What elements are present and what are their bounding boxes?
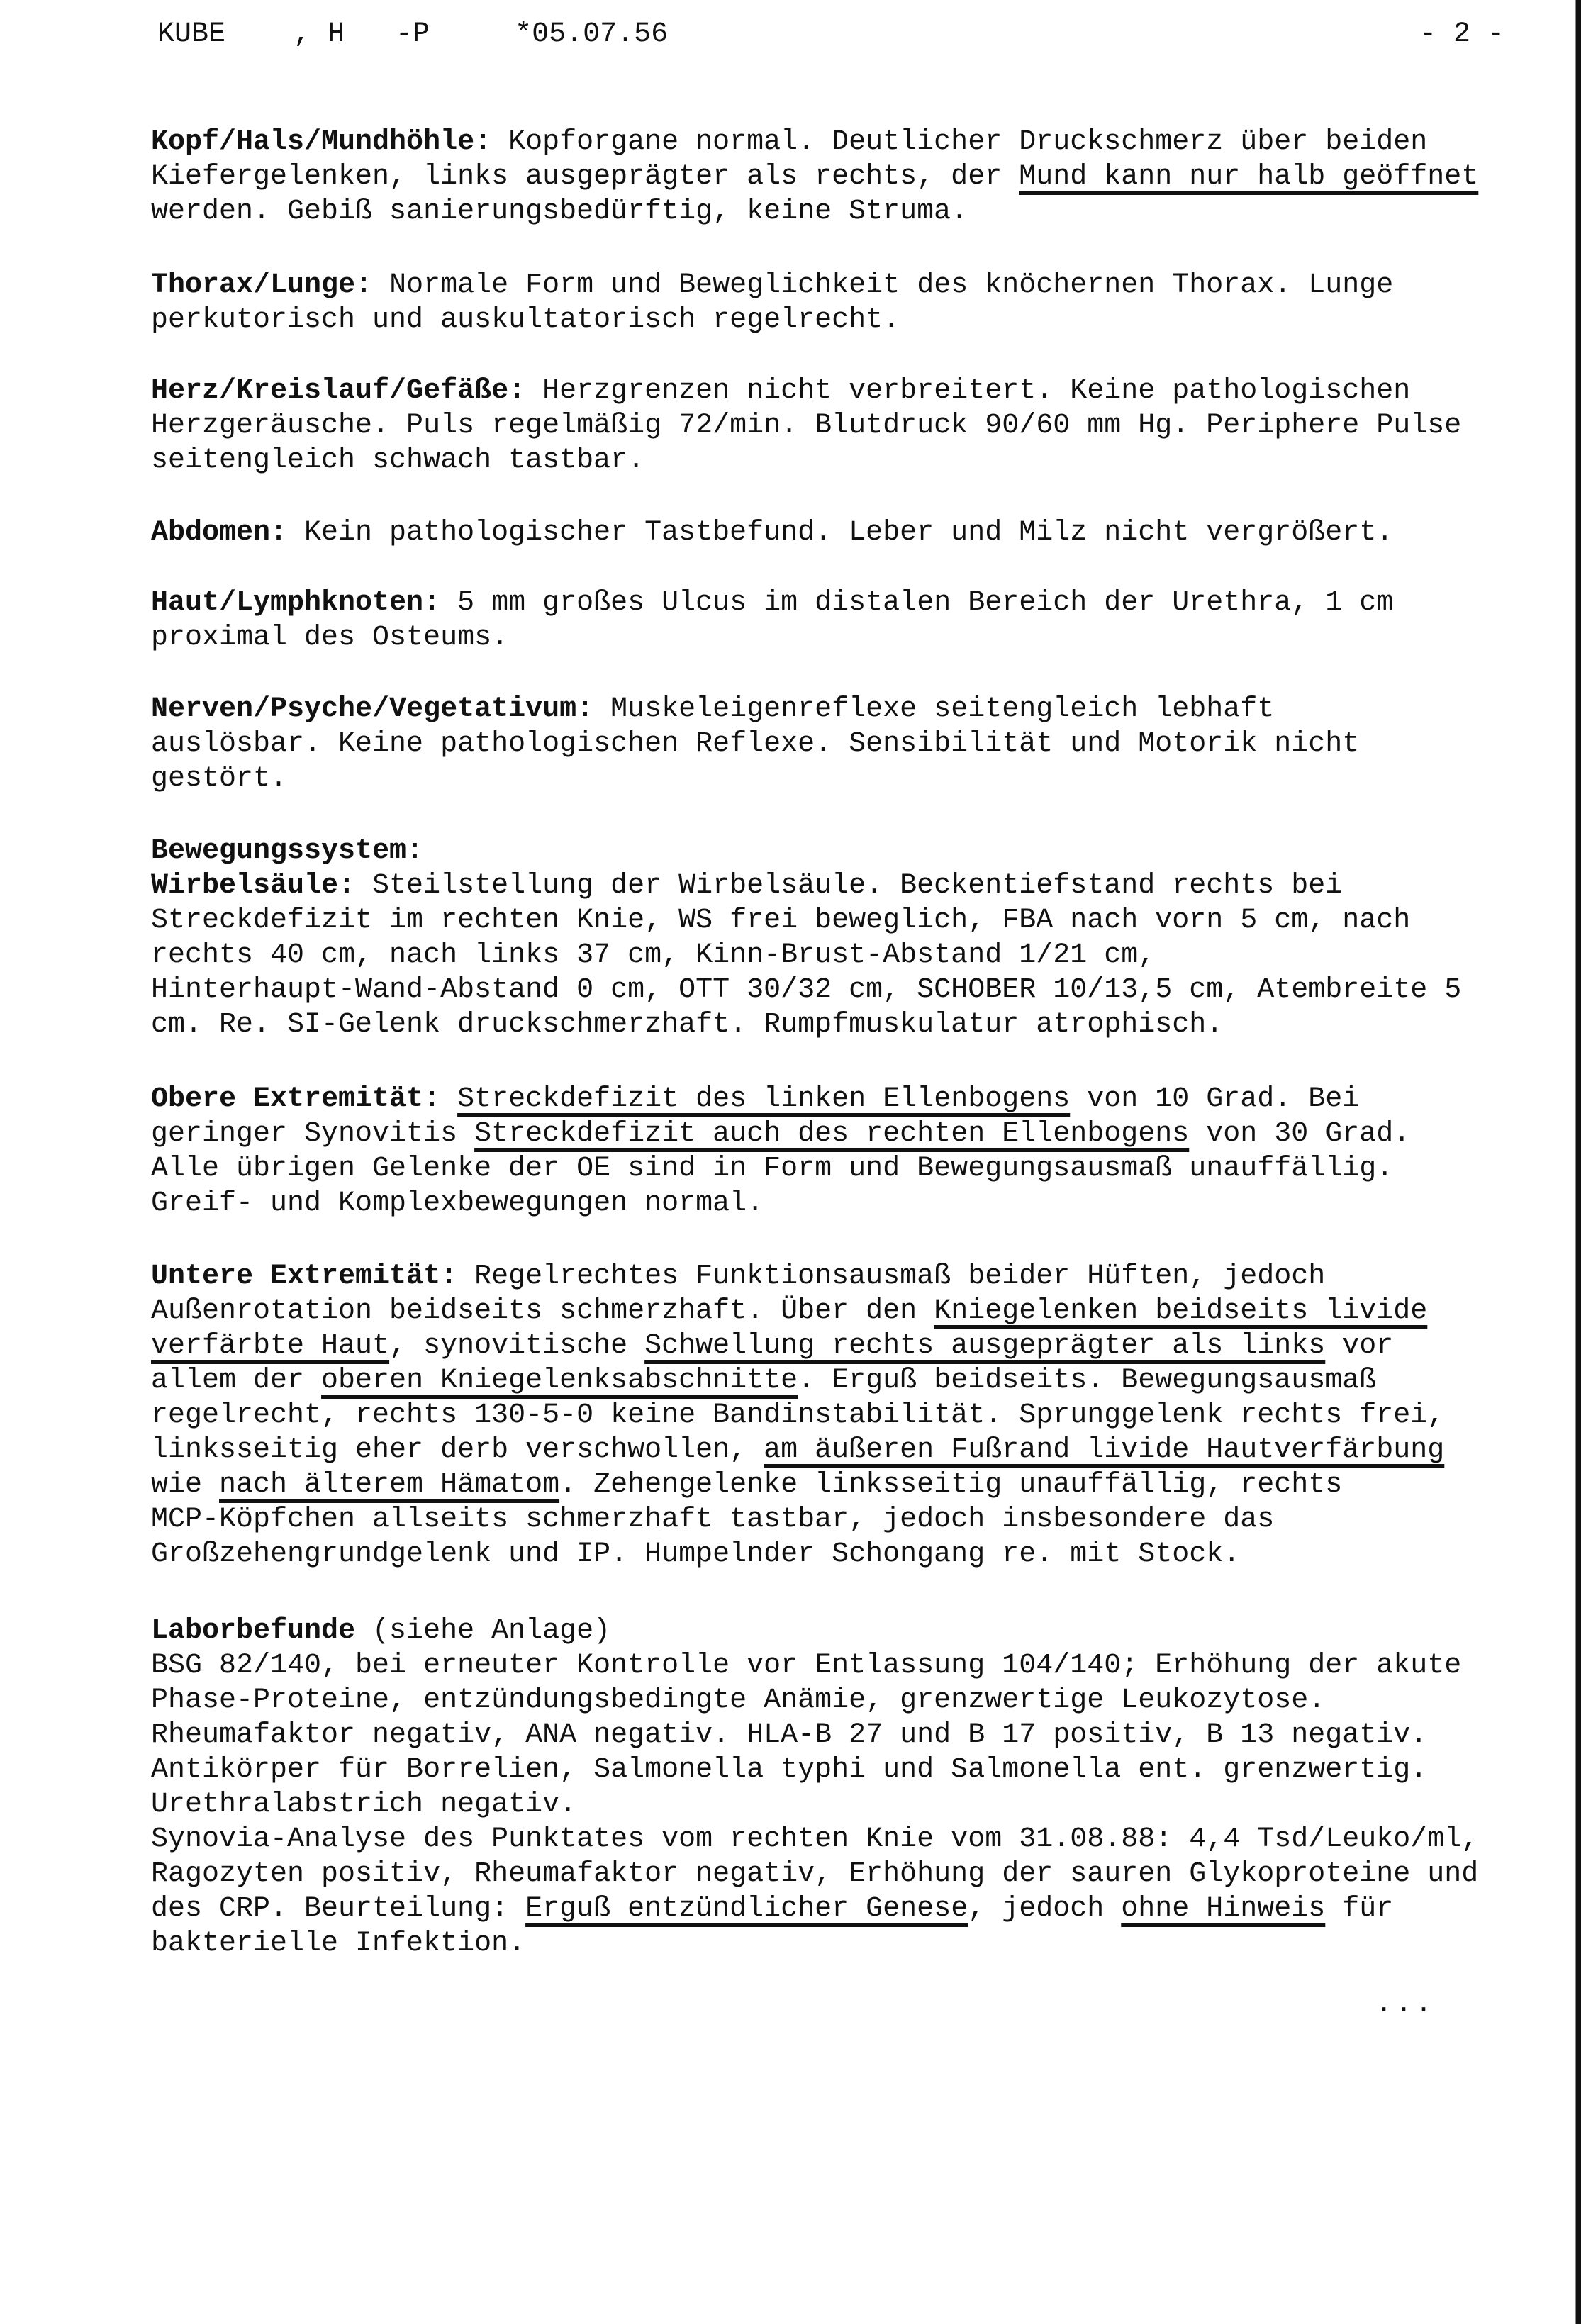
underlined-finding: verfärbte Haut	[151, 1330, 390, 1362]
text-line	[151, 1468, 1342, 1502]
text-segment: linksseitig eher derb verschwollen,	[151, 1434, 764, 1466]
text-line	[151, 1614, 610, 1648]
section-label: Bewegungssystem:	[151, 835, 424, 867]
text-line	[151, 125, 1427, 160]
text-line	[151, 1007, 1223, 1042]
text-segment: geringer Synovitis	[151, 1118, 475, 1150]
text-segment: gestört.	[151, 763, 288, 795]
underlined-finding: nach älterem Hämatom	[219, 1469, 560, 1501]
text-segment: Kiefergelenken, links ausgeprägter als rechts, der	[151, 161, 1019, 193]
text-line	[151, 1259, 1325, 1294]
text-segment: Herzgrenzen nicht verbreitert. Keine pathologischen	[525, 375, 1411, 407]
text-line	[151, 1822, 1478, 1857]
text-line	[151, 515, 1393, 550]
underlined-finding: Streckdefizit des linken Ellenbogens	[457, 1083, 1071, 1115]
text-segment: , jedoch	[968, 1893, 1122, 1925]
text-line	[151, 727, 1359, 761]
text-segment: Großzehengrundgelenk und IP. Humpelnder Schongang re. mit Stock.	[151, 1538, 1241, 1570]
text-line	[151, 868, 1342, 903]
text-line	[151, 620, 508, 655]
text-segment	[440, 1083, 457, 1115]
text-segment: (siehe Anlage)	[355, 1615, 611, 1647]
text-segment: Normale Form und Beweglichkeit des knöchernen Thorax. Lunge	[372, 269, 1394, 301]
text-segment: perkutorisch und auskultatorisch regelrecht.	[151, 304, 900, 336]
text-line	[151, 1398, 1444, 1433]
text-line	[151, 374, 1410, 408]
section-label: Thorax/Lunge:	[151, 269, 373, 301]
underlined-finding: Kniegelenken beidseits livide	[934, 1295, 1428, 1327]
text-line	[151, 1718, 1427, 1753]
text-segment: allem der	[151, 1365, 322, 1397]
text-line	[151, 1186, 764, 1221]
text-segment: Rheumafaktor negativ, ANA negativ. HLA-B 27 und B 17 positiv, B 13 negativ.	[151, 1719, 1428, 1751]
text-segment: werden. Gebiß sanierungsbedürftig, keine Struma.	[151, 196, 968, 228]
text-line	[151, 160, 1478, 194]
underlined-finding: Streckdefizit auch des rechten Ellenbogens	[474, 1118, 1190, 1150]
text-line	[151, 1294, 1427, 1329]
section-label: Abdomen:	[151, 517, 288, 549]
text-line	[151, 834, 423, 868]
text-segment: des CRP. Beurteilung:	[151, 1893, 526, 1925]
text-segment: für	[1325, 1893, 1394, 1925]
text-segment: vor	[1325, 1330, 1394, 1362]
text-segment: Kein pathologischer Tastbefund. Leber und Milz nicht vergrößert.	[287, 517, 1394, 549]
text-segment: 5 mm großes Ulcus im distalen Bereich der Urethra, 1 cm	[440, 587, 1394, 619]
section-label: Untere Extremität:	[151, 1261, 458, 1292]
text-line	[151, 1502, 1274, 1537]
text-segment: Synovia-Analyse des Punktates vom rechten Knie vom 31.08.88: 4,4 Tsd/Leuko/ml,	[151, 1823, 1479, 1855]
text-segment: cm. Re. SI-Gelenk druckschmerzhaft. Rumpfmuskulatur atrophisch.	[151, 1009, 1224, 1041]
text-segment: Muskeleigenreflexe seitengleich lebhaft	[593, 693, 1275, 725]
text-segment: Phase-Proteine, entzündungsbedingte Anämie, grenzwertige Leukozytose.	[151, 1685, 1326, 1716]
section-label: Haut/Lymphknoten:	[151, 587, 441, 619]
section-label: Kopf/Hals/Mundhöhle:	[151, 126, 492, 158]
text-segment: Kopforgane normal. Deutlicher Druckschmerz über beiden	[491, 126, 1428, 158]
text-segment: BSG 82/140, bei erneuter Kontrolle vor Entlassung 104/140; Erhöhung der akute	[151, 1650, 1462, 1682]
text-line	[151, 268, 1393, 303]
text-line	[151, 1926, 525, 1961]
text-line	[151, 586, 1393, 620]
text-segment: bakterielle Infektion.	[151, 1928, 526, 1960]
section-label: Wirbelsäule:	[151, 870, 356, 902]
text-line	[151, 303, 900, 337]
underlined-finding: am äußeren Fußrand livide Hautverfärbung	[764, 1434, 1445, 1466]
text-line	[151, 1329, 1393, 1363]
text-segment: Antikörper für Borrelien, Salmonella typhi und Salmonella ent. grenzwertig.	[151, 1754, 1428, 1786]
text-segment: , synovitische	[389, 1330, 645, 1362]
text-segment: Urethralabstrich negativ.	[151, 1789, 577, 1821]
text-segment: wie	[151, 1469, 220, 1501]
section-label: Nerven/Psyche/Vegetativum:	[151, 693, 594, 725]
scan-edge	[1576, 0, 1581, 2324]
text-line	[151, 692, 1274, 727]
text-segment: seitengleich schwach tastbar.	[151, 445, 645, 476]
text-line	[151, 1787, 576, 1822]
text-segment: Streckdefizit im rechten Knie, WS frei beweglich, FBA nach vorn 5 cm, nach	[151, 905, 1411, 937]
text-segment: von 30 Grad.	[1189, 1118, 1411, 1150]
text-line	[151, 194, 968, 229]
text-line	[151, 1537, 1240, 1572]
underlined-finding: Erguß entzündlicher Genese	[525, 1893, 968, 1925]
text-line	[151, 1857, 1478, 1892]
patient-header: KUBE , H -P *05.07.56	[157, 18, 669, 50]
section-label: Laborbefunde	[151, 1615, 356, 1647]
underlined-finding: oberen Kniegelenksabschnitte	[321, 1365, 798, 1397]
text-line	[151, 1892, 1393, 1926]
text-line	[151, 1683, 1325, 1718]
text-segment: Hinterhaupt-Wand-Abstand 0 cm, OTT 30/32 cm, SCHOBER 10/13,5 cm, Atembreite 5	[151, 974, 1462, 1006]
text-segment: Ragozyten positiv, Rheumafaktor negativ, Erhöhung der sauren Glykoproteine und	[151, 1858, 1479, 1890]
page-number: - 2 -	[1419, 18, 1505, 50]
text-line	[151, 408, 1461, 443]
underlined-finding: Mund kann nur halb geöffnet	[1019, 161, 1479, 193]
text-segment: Greif- und Komplexbewegungen normal.	[151, 1188, 764, 1219]
text-segment: . Erguß beidseits. Bewegungsausmaß	[798, 1365, 1377, 1397]
text-segment: Herzgeräusche. Puls regelmäßig 72/min. Blutdruck 90/60 mm Hg. Periphere Pulse	[151, 410, 1462, 442]
text-segment: Alle übrigen Gelenke der OE sind in Form und Bewegungsausmaß unauffällig.	[151, 1153, 1394, 1185]
text-line	[151, 1753, 1427, 1787]
text-line	[151, 443, 644, 478]
text-segment: Außenrotation beidseits schmerzhaft. Über den	[151, 1295, 934, 1327]
text-segment: auslösbar. Keine pathologischen Reflexe. Sensibilität und Motorik nicht	[151, 728, 1360, 760]
section-label: Herz/Kreislauf/Gefäße:	[151, 375, 526, 407]
text-line	[151, 903, 1410, 938]
text-segment: regelrecht, rechts 130-5-0 keine Bandinstabilität. Sprunggelenk rechts frei,	[151, 1400, 1445, 1431]
text-segment: Steilstellung der Wirbelsäule. Beckentiefstand rechts bei	[355, 870, 1343, 902]
text-line	[151, 938, 1155, 973]
text-line	[151, 1082, 1359, 1117]
underlined-finding: ohne Hinweis	[1121, 1893, 1326, 1925]
underlined-finding: Schwellung rechts ausgeprägter als links	[644, 1330, 1326, 1362]
text-segment: . Zehengelenke linksseitig unauffällig, rechts	[559, 1469, 1343, 1501]
text-segment: proximal des Osteums.	[151, 622, 509, 654]
text-line	[151, 1648, 1461, 1683]
text-line	[151, 1117, 1410, 1151]
text-segment: MCP-Köpfchen allseits schmerzhaft tastbar, jedoch insbesondere das	[151, 1504, 1275, 1536]
text-line	[151, 1151, 1393, 1186]
text-line	[151, 1433, 1444, 1468]
text-line	[151, 973, 1461, 1007]
text-segment: Regelrechtes Funktionsausmaß beider Hüften, jedoch	[457, 1261, 1326, 1292]
text-segment: von 10 Grad. Bei	[1070, 1083, 1360, 1115]
text-line	[151, 761, 287, 796]
text-line	[151, 1363, 1376, 1398]
text-segment: rechts 40 cm, nach links 37 cm, Kinn-Brust-Abstand 1/21 cm,	[151, 939, 1156, 971]
section-label: Obere Extremität:	[151, 1083, 441, 1115]
continuation-ellipsis: ...	[1375, 1989, 1436, 2021]
